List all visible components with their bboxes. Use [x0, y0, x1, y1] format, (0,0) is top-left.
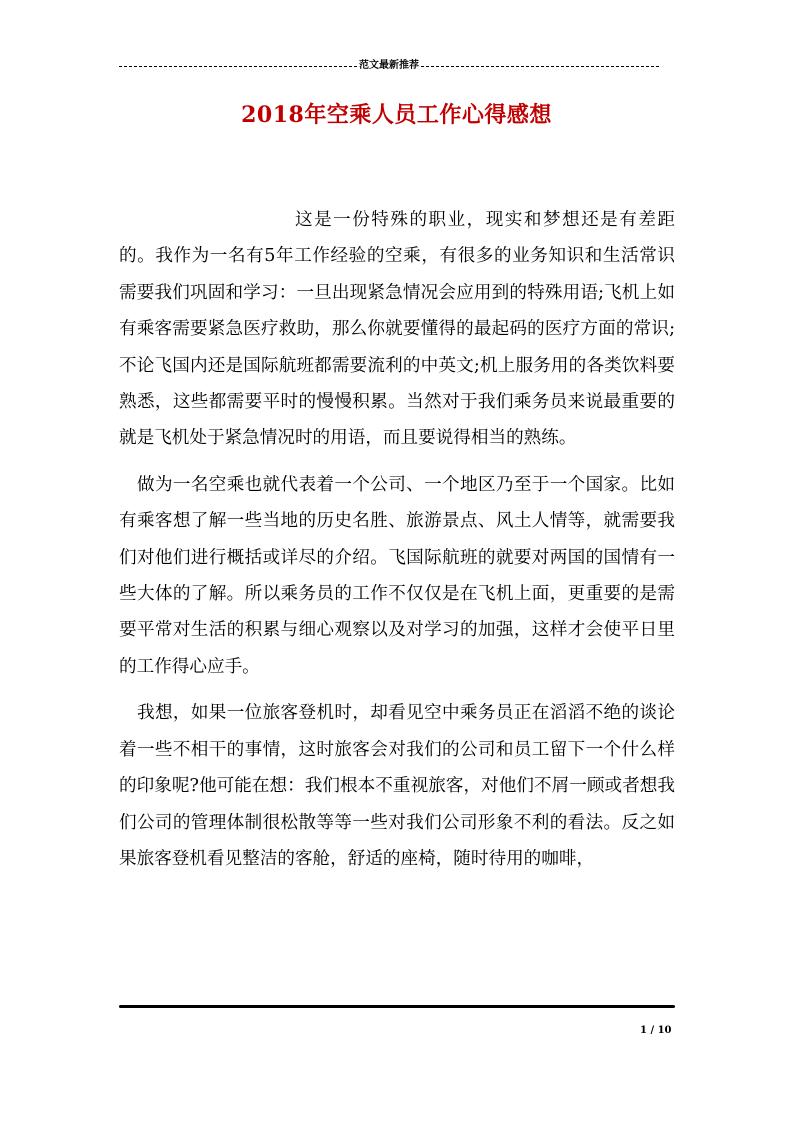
- paragraph-3: 我想，如果一位旅客登机时，却看见空中乘务员正在滔滔不绝的谈论着一些不相干的事情，这时旅客会对我们的公司和员工留下一个什么样的印象呢?他可能在想：我们根本不重视旅客，对他们不屑一顾或者想我们公司的管理体制很松散等等一些对我们公司形象不利的看法。反之如果旅客登机看见整洁的客舱，舒适的座椅，随时待用的咖啡，: [119, 703, 675, 869]
- document-title: 2018年空乘人员工作心得感想: [241, 102, 552, 128]
- header-divider-right: [421, 66, 659, 67]
- paragraph-2: 做为一名空乘也就代表着一个公司、一个地区乃至于一个国家。比如有乘客想了解一些当地的历史名胜、旅游景点、风土人情等，就需要我们对他们进行概括或详尽的介绍。飞国际航班的就要对两国的国情有一些大体的了解。所以乘务员的工作不仅仅是在飞机上面，更重要的是需要平常对生活的积累与细心观察以及对学习的加强，这样才会使平日里的工作得心应手。: [119, 474, 675, 677]
- footer-divider: [119, 1005, 675, 1008]
- document-body: [119, 202, 675, 877]
- header-label: 范文最新推荐: [359, 60, 419, 71]
- header-divider-left: [119, 66, 357, 67]
- page-header: [119, 58, 659, 74]
- page-number: 1 / 10: [640, 1025, 672, 1036]
- paragraph-1: 这是一份特殊的职业，现实和梦想还是有差距的。我作为一名有5年工作经验的空乘，有很多的业务知识和生活常识需要我们巩固和学习：一旦出现紧急情况会应用到的特殊用语;飞机上如有乘客需要紧急医疗救助，那么你就要懂得的最起码的医疗方面的常识;不论飞国内还是国际航班都需要流利的中英文;机上服务用的各类饮料要熟悉，这些都需要平时的慢慢积累。当然对于我们乘务员来说最重要的就是飞机处于紧急情况时的用语，而且要说得相当的熟练。: [119, 210, 675, 449]
